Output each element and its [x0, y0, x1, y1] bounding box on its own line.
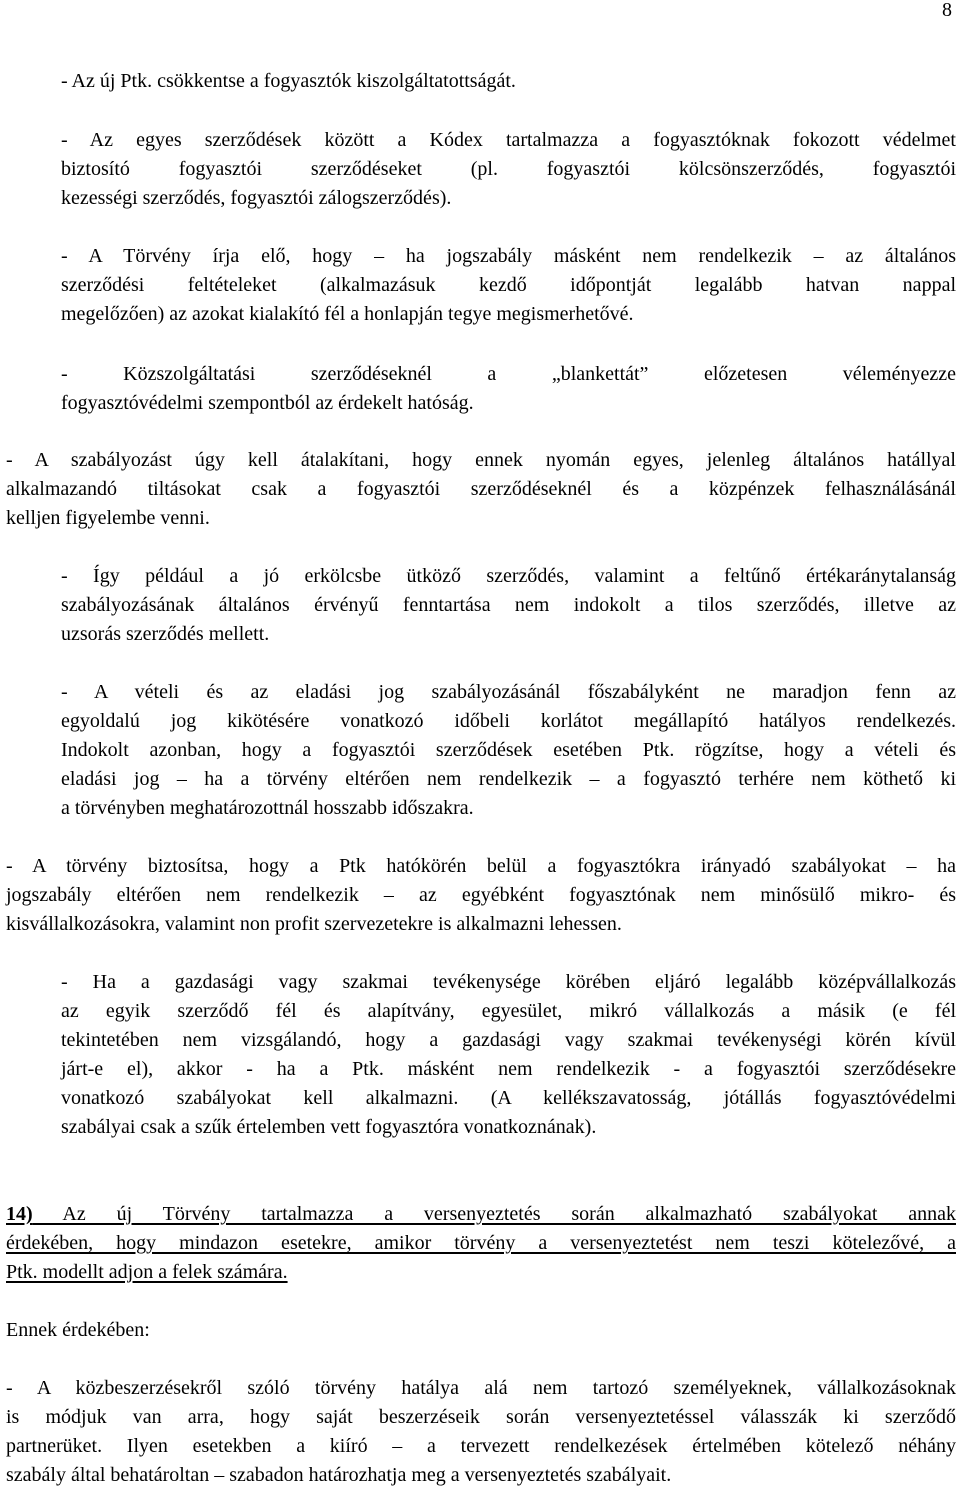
paragraph-public-services — [61, 360, 956, 418]
text-line: biztosító fogyasztói szerződéseket (pl. fogyasztói kölcsönszerződés, fogyasztói — [61, 158, 956, 180]
text-line: egyoldalú jog kikötésére vonatkozó időbeli korlátot megállapító hatályos rendelkezés. — [61, 710, 956, 732]
text-line: járt-e el), akkor - ha a Ptk. másként nem rendelkezik - a fogyasztói szerződésekre — [61, 1058, 956, 1080]
text-line: Ennek érdekében: — [6, 1319, 150, 1341]
paragraph-to-this-end — [6, 1316, 956, 1345]
text-line: - A Törvény írja elő, hogy – ha jogszabály másként nem rendelkezik – az általános — [61, 245, 956, 267]
paragraph-regulation-restructure — [6, 446, 956, 533]
text-line: eladási jog – ha a törvény eltérően nem rendelkezik – a fogyasztó terhére nem köthető ki — [61, 768, 956, 790]
text-line: - Az egyes szerződések között a Kódex tartalmazza a fogyasztóknak fokozott védelmet — [61, 129, 956, 151]
text-line: - A szabályozást úgy kell átalakítani, hogy ennek nyomán egyes, jelenleg általános hatállyal — [6, 449, 956, 471]
text-line: partnerüket. Ilyen esetekben a kiíró – a tervezett rendelkezések értelmében kötelező néhány — [6, 1435, 956, 1457]
text-line: vonatkozó szabályokat kell alkalmazni. (A kellékszavatosság, jótállás fogyasztóvédelmi — [61, 1087, 956, 1109]
text-line: - Így például a jó erkölcsbe ütköző szerződés, valamint a feltűnő értékaránytalanság — [61, 565, 956, 587]
text-line: - A vételi és az eladási jog szabályozásánál főszabályként ne maradjon fenn az — [61, 681, 956, 703]
paragraph-good-morals — [61, 562, 956, 649]
text-line: szerződési feltételeket (alkalmazásuk kezdő időpontját legalább hatvan nappal — [61, 274, 956, 296]
heading-text: Az új Törvény tartalmazza a versenyeztetés során alkalmazható szabályokat annak — [32, 1203, 956, 1225]
text-line: - Közszolgáltatási szerződéseknél a „blankettát” előzetesen véleményezze — [61, 363, 956, 385]
paragraph-medium-enterprise — [61, 968, 956, 1142]
paragraph-general-terms — [61, 242, 956, 329]
text-line: Indokolt azonban, hogy a fogyasztói szerződések esetében Ptk. rögzítse, hogy a vételi és — [61, 739, 956, 761]
text-line: kezességi szerződés, fogyasztói zálogszerződés). — [61, 187, 452, 209]
text-line: alkalmazandó tiltásokat csak a fogyasztói szerződéseknél és a közpénzek felhasználásánál — [6, 478, 956, 500]
text-line: szabály által behatároltan – szabadon határozhatja meg a versenyeztetés szabályait. — [6, 1464, 672, 1486]
text-line: Ptk. modellt adjon a felek számára. — [6, 1261, 288, 1283]
page-number: 8 — [942, 0, 952, 21]
text-line: uzsorás szerződés mellett. — [61, 623, 270, 645]
paragraph-consumer-contracts — [61, 126, 956, 213]
paragraph-public-procurement — [6, 1374, 956, 1490]
section-number: 14) — [6, 1203, 33, 1225]
text-line: - A közbeszerzésekről szóló törvény hatálya alá nem tartozó személyeknek, vállalkozásoknak — [6, 1377, 956, 1399]
text-line: - Az új Ptk. csökkentse a fogyasztók kiszolgáltatottságát. — [61, 70, 516, 92]
paragraph-purchase-rights — [61, 678, 956, 823]
paragraph-consumer-vulnerability — [61, 67, 956, 96]
text-line: is módjuk van arra, hogy saját beszerzéseik során versenyeztetéssel válasszák ki szerződő — [6, 1406, 956, 1428]
text-line: az egyik szerződő fél és alapítvány, egyesület, mikró vállalkozás a másik (e fél — [61, 1000, 956, 1022]
section-heading-14 — [6, 1200, 956, 1287]
text-line: kelljen figyelembe venni. — [6, 507, 210, 529]
text-line: szabályozásának általános érvényű fenntartása nem indokolt a tilos szerződés, illetve az — [61, 594, 956, 616]
text-line: tekintetében nem vizsgálandó, hogy a gazdasági vagy szakmai tevékenységi körén kívül — [61, 1029, 956, 1051]
text-line: érdekében, hogy mindazon esetekre, amikor törvény a versenyeztetést nem teszi kötelezővé, a — [6, 1232, 956, 1254]
text-line: - Ha a gazdasági vagy szakmai tevékenysége körében eljáró legalább középvállalkozás — [61, 971, 956, 993]
text-line: a törvényben meghatározottnál hosszabb időszakra. — [61, 797, 474, 819]
text-line: fogyasztóvédelmi szempontból az érdekelt hatóság. — [61, 392, 474, 414]
text-line: szabályai csak a szűk értelemben vett fogyasztóra vonatkoznának). — [61, 1116, 597, 1138]
text-line: kisvállalkozásokra, valamint non profit szervezetekre is alkalmazni lehessen. — [6, 913, 622, 935]
text-line: megelőzően) az azokat kialakító fél a honlapján tegye megismerhetővé. — [61, 303, 634, 325]
text-line — [6, 1200, 956, 1229]
text-line: - A törvény biztosítsa, hogy a Ptk hatókörén belül a fogyasztókra irányadó szabályokat – ha — [6, 855, 956, 877]
paragraph-small-business — [6, 852, 956, 939]
text-line: jogszabály eltérően nem rendelkezik – az egyébként fogyasztónak nem minősülő mikro- és — [6, 884, 956, 906]
